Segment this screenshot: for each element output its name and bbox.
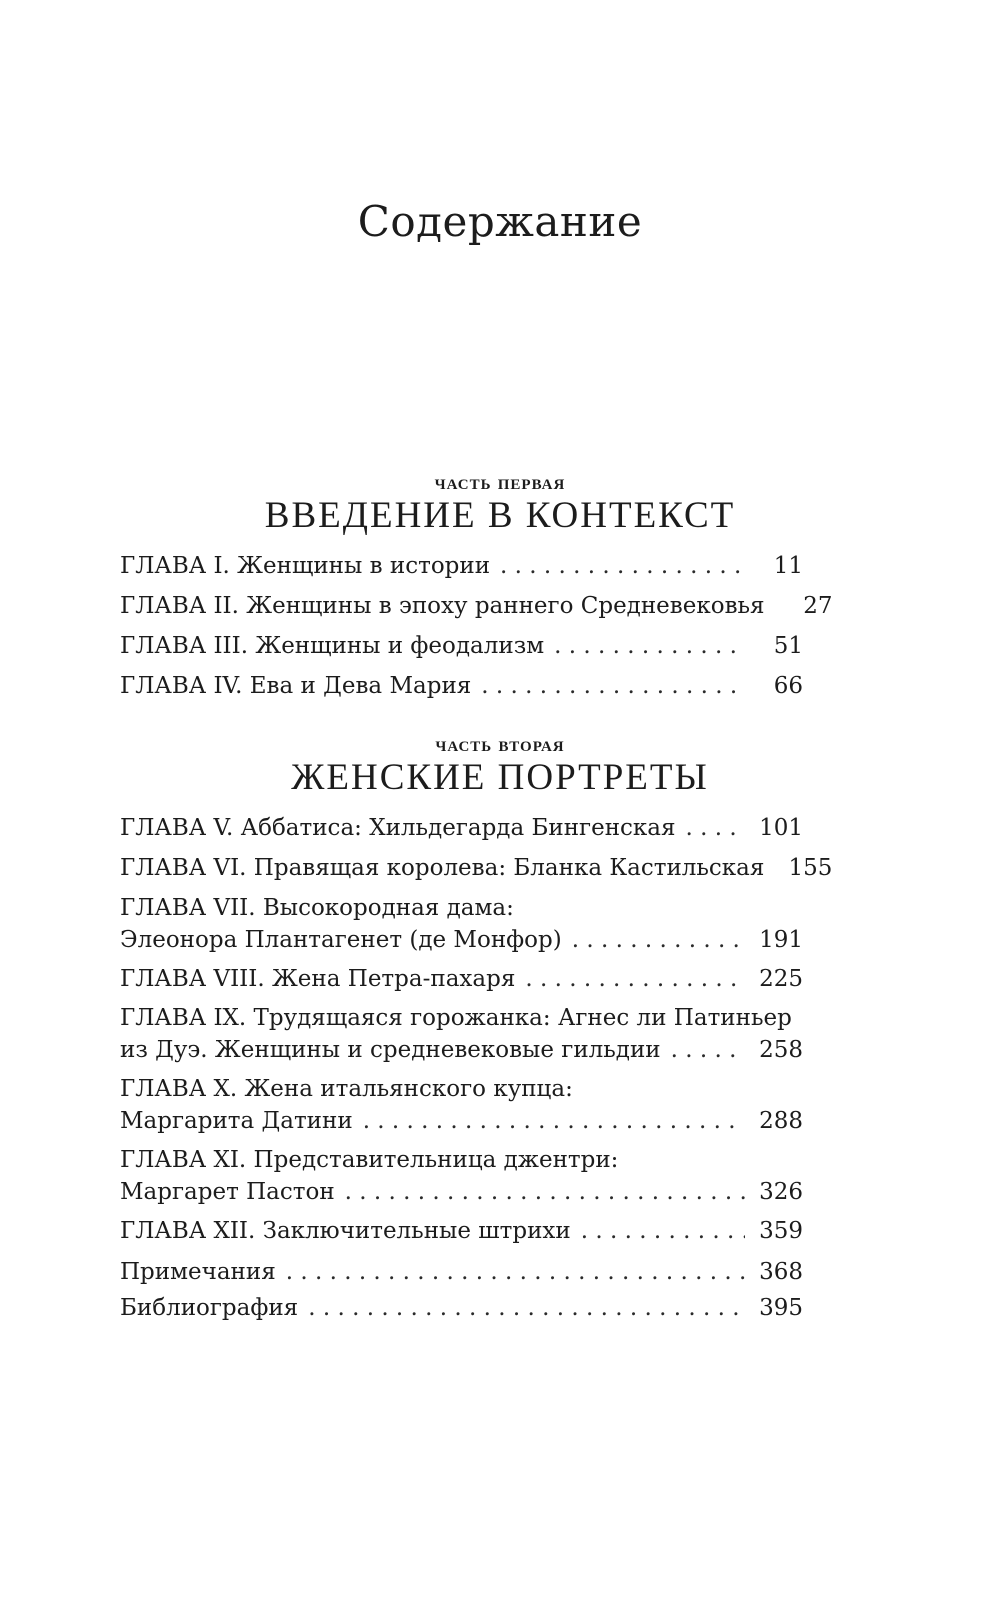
leader-dots xyxy=(481,670,745,702)
leader-dots xyxy=(345,1176,745,1208)
toc-page-number: 359 xyxy=(759,1218,803,1244)
toc-entry-text: Примечания xyxy=(120,1259,276,1285)
leader-dots xyxy=(308,1292,745,1324)
toc-entry-bibliography[interactable] xyxy=(120,1292,803,1324)
toc-entry-text: Библиография xyxy=(120,1295,299,1321)
toc-entry-text: ГЛАВА III. Женщины и феодализм xyxy=(120,633,545,659)
toc-entry-ch8[interactable] xyxy=(120,963,803,995)
page-title: Содержание xyxy=(357,197,643,246)
toc-entry-ch9[interactable] xyxy=(120,1002,803,1066)
toc-entry-notes[interactable] xyxy=(120,1256,803,1288)
toc-entry-ch10[interactable] xyxy=(120,1073,803,1137)
leader-dots xyxy=(554,630,745,662)
part-2-label: часть вторая xyxy=(435,732,565,756)
toc-entry-ch3[interactable] xyxy=(120,630,803,662)
toc-entry-text: ГЛАВА VIII. Жена Петра-пахаря xyxy=(120,966,516,992)
toc-page-number: 191 xyxy=(759,927,803,953)
part-2-title: ЖЕНСКИЕ ПОРТРЕТЫ xyxy=(291,757,709,798)
toc-entry-text: из Дуэ. Женщины и средневековые гильдии xyxy=(120,1037,661,1063)
part-2-header xyxy=(0,732,1000,800)
leader-dots xyxy=(671,1034,745,1066)
toc-entry-text: ГЛАВА XII. Заключительные штрихи xyxy=(120,1218,571,1244)
part-2-toc xyxy=(120,812,833,1247)
part-1-header xyxy=(0,470,1000,538)
part-1-title: ВВЕДЕНИЕ В КОНТЕКСТ xyxy=(264,495,736,536)
leader-dots xyxy=(581,1215,745,1247)
toc-entry-ch12[interactable] xyxy=(120,1215,803,1247)
part-1-label: часть первая xyxy=(434,470,566,494)
toc-page-number: 155 xyxy=(788,855,833,881)
toc-entry-ch5[interactable] xyxy=(120,812,803,844)
toc-page-number: 225 xyxy=(759,966,803,992)
toc-entry-text: ГЛАВА IX. Трудящаяся горожанка: Агнес ли Патиньер xyxy=(120,1005,792,1031)
part-1-toc xyxy=(120,550,833,702)
toc-page-number: 27 xyxy=(803,593,833,619)
toc-entry-text: Маргарита Датини xyxy=(120,1108,353,1134)
toc-page-number: 368 xyxy=(759,1259,803,1285)
toc-entry-text: Элеонора Плантагенет (де Монфор) xyxy=(120,927,562,953)
toc-page-number: 51 xyxy=(773,633,803,659)
toc-entry-ch2[interactable] xyxy=(120,590,833,622)
toc-entry-text: ГЛАВА V. Аббатиса: Хильдегарда Бингенская xyxy=(120,815,676,841)
toc-entry-ch6[interactable] xyxy=(120,852,833,884)
toc-page-number: 66 xyxy=(773,673,803,699)
toc-entry-ch11[interactable] xyxy=(120,1144,803,1208)
toc-entry-ch7[interactable] xyxy=(120,892,803,956)
back-matter-toc xyxy=(120,1256,803,1324)
leader-dots xyxy=(286,1256,745,1288)
leader-dots xyxy=(572,924,745,956)
toc-page-number: 258 xyxy=(759,1037,803,1063)
leader-dots xyxy=(525,963,745,995)
toc-page-number: 11 xyxy=(773,553,803,579)
toc-entry-text: ГЛАВА II. Женщины в эпоху раннего Средневековья xyxy=(120,593,765,619)
toc-entry-text: ГЛАВА XI. Представительница джентри: xyxy=(120,1147,619,1173)
toc-entry-ch1[interactable] xyxy=(120,550,803,582)
leader-dots xyxy=(686,812,745,844)
toc-page-number: 326 xyxy=(759,1179,803,1205)
toc-entry-text: Маргарет Пастон xyxy=(120,1179,335,1205)
toc-entry-text: ГЛАВА VI. Правящая королева: Бланка Кастильская xyxy=(120,855,765,881)
leader-dots xyxy=(500,550,745,582)
toc-page-number: 288 xyxy=(759,1108,803,1134)
toc-page-number: 101 xyxy=(759,815,803,841)
toc-entry-text: ГЛАВА VII. Высокородная дама: xyxy=(120,895,514,921)
toc-entry-text: ГЛАВА X. Жена итальянского купца: xyxy=(120,1076,573,1102)
leader-dots xyxy=(363,1105,745,1137)
toc-entry-ch4[interactable] xyxy=(120,670,803,702)
toc-entry-text: ГЛАВА I. Женщины в истории xyxy=(120,553,491,579)
toc-page-number: 395 xyxy=(759,1295,803,1321)
toc-entry-text: ГЛАВА IV. Ева и Дева Мария xyxy=(120,673,472,699)
